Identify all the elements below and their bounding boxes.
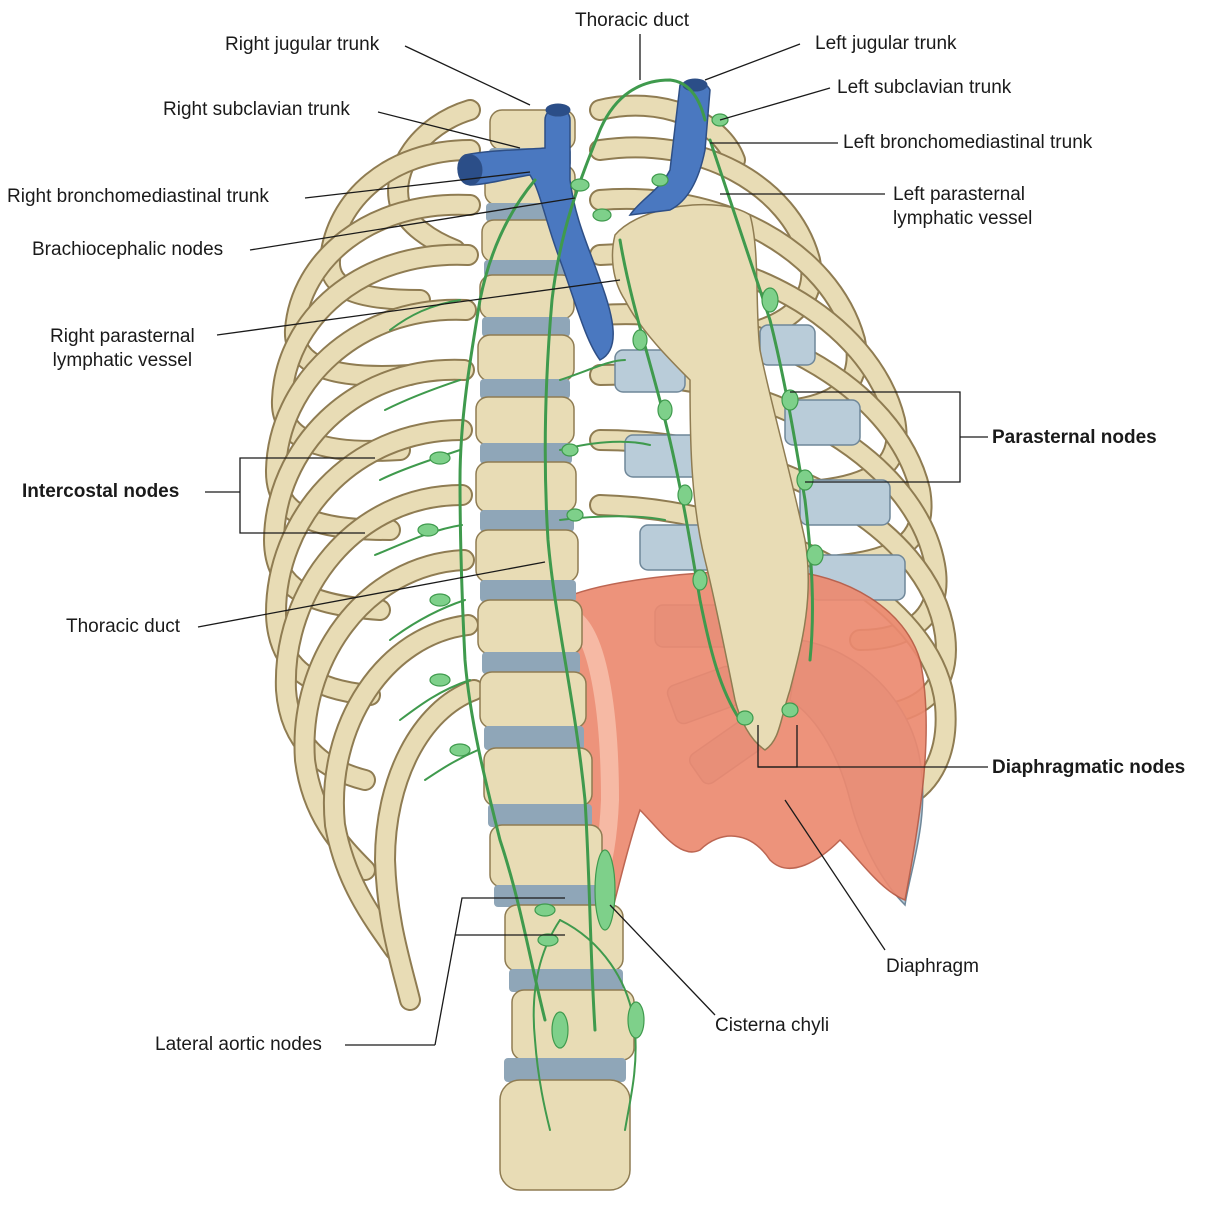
cisterna-chyli-node	[595, 850, 615, 930]
intervertebral-disc	[494, 885, 604, 907]
intercostal-node-5	[450, 744, 470, 756]
vertebra-11	[484, 748, 592, 806]
label-lateral-aortic-nodes: Lateral aortic nodes	[155, 1034, 322, 1055]
label-thoracic-duct-top: Thoracic duct	[575, 10, 690, 31]
intercostal-branch-7	[425, 750, 478, 780]
cartilage-r3	[800, 480, 890, 525]
vertebra-l3	[500, 1080, 630, 1190]
intervertebral-disc	[488, 804, 592, 827]
vertebra-9	[478, 600, 582, 654]
label-left-parasternal-vessel	[893, 183, 1032, 231]
label-cisterna-chyli: Cisterna chyli	[715, 1015, 830, 1036]
intercostal-node-2	[418, 524, 438, 536]
parasternal-node-r2	[658, 400, 672, 420]
diaphragmatic-node-1	[737, 711, 753, 725]
label-thoracic-duct-mid: Thoracic duct	[66, 616, 181, 637]
vertebra-5	[478, 335, 574, 381]
parasternal-node-r4	[693, 570, 707, 590]
intervertebral-disc	[480, 379, 570, 399]
intercostal-node-6	[562, 444, 578, 456]
vertebra-7	[476, 462, 576, 512]
brachiocephalic-node-3	[652, 174, 668, 186]
label-diaphragmatic-nodes: Diaphragmatic nodes	[992, 757, 1186, 778]
label-right-parasternal-vessel	[50, 325, 195, 373]
intercostal-node-1	[430, 452, 450, 464]
parasternal-node-4	[807, 545, 823, 565]
parasternal-node-r1	[633, 330, 647, 350]
intercostal-node-7	[567, 509, 583, 521]
label-brachiocephalic-nodes: Brachiocephalic nodes	[32, 239, 224, 260]
intervertebral-disc	[509, 969, 623, 992]
intervertebral-disc	[480, 580, 576, 602]
intervertebral-disc	[504, 1058, 626, 1082]
lateral-aortic-node-3	[552, 1012, 568, 1048]
leader-left-jugular	[705, 44, 800, 80]
vertebra-l2	[512, 990, 634, 1060]
diaphragmatic-node-2	[782, 703, 798, 717]
label-parasternal-nodes: Parasternal nodes	[992, 427, 1157, 448]
leader-right-jugular	[405, 46, 530, 105]
intervertebral-disc	[482, 317, 570, 337]
label-right-jugular-trunk: Right jugular trunk	[225, 34, 380, 55]
intercostal-node-4	[430, 674, 450, 686]
parasternal-node-3	[797, 470, 813, 490]
parasternal-node-1	[762, 288, 778, 312]
brachiocephalic-node-2	[593, 209, 611, 221]
parasternal-node-r3	[678, 485, 692, 505]
label-right-bronchomediastinal-trunk: Right bronchomediastinal trunk	[7, 186, 269, 207]
intervertebral-disc	[484, 726, 584, 750]
label-right-parasternal-line2: lymphatic vessel	[52, 350, 193, 371]
brachiocephalic-node-1	[571, 179, 589, 191]
intervertebral-disc	[480, 510, 574, 532]
leader-left-subclavian	[720, 88, 830, 120]
intercostal-node-3	[430, 594, 450, 606]
cartilage-r1	[760, 325, 815, 365]
lateral-aortic-node-4	[628, 1002, 644, 1038]
vertebra-6	[476, 397, 574, 445]
lateral-aortic-node-1	[535, 904, 555, 916]
label-left-bronchomediastinal-trunk: Left bronchomediastinal trunk	[843, 132, 1093, 153]
label-right-subclavian-trunk: Right subclavian trunk	[163, 99, 350, 120]
label-left-subclavian-trunk: Left subclavian trunk	[837, 77, 1012, 98]
vein-lumen-top	[546, 104, 570, 116]
label-right-parasternal-line1: Right parasternal	[50, 326, 195, 347]
label-left-parasternal-line2: lymphatic vessel	[893, 208, 1033, 229]
label-left-jugular-trunk: Left jugular trunk	[815, 33, 957, 54]
parasternal-node-2	[782, 390, 798, 410]
intervertebral-disc	[480, 443, 572, 464]
label-intercostal-nodes: Intercostal nodes	[22, 481, 180, 502]
label-left-parasternal-line1: Left parasternal	[893, 184, 1026, 205]
label-diaphragm: Diaphragm	[886, 956, 979, 977]
vertebra-12	[490, 825, 602, 887]
vertebra-8	[476, 530, 578, 582]
lateral-aortic-node-2	[538, 934, 558, 946]
